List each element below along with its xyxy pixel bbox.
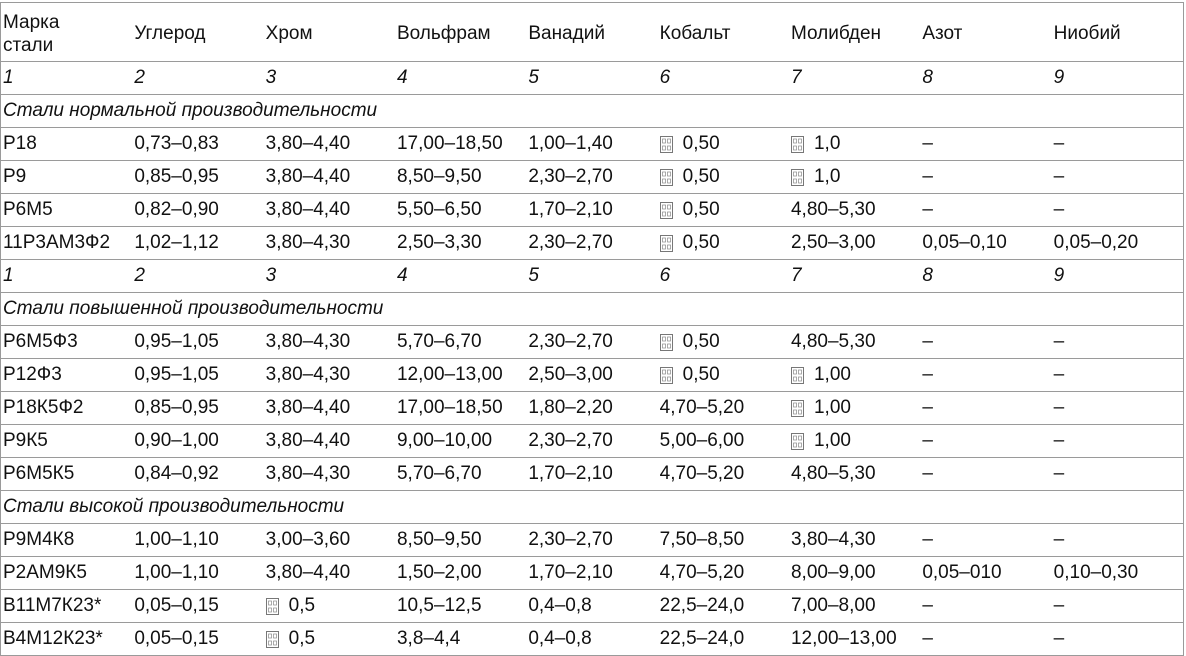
header-grade-label: Марка стали	[3, 12, 60, 56]
cell-tungsten: 9,00–10,00	[396, 430, 493, 451]
cell-chromium	[264, 623, 395, 655]
cell-niobium: –	[1053, 133, 1065, 154]
cell-niobium: –	[1053, 364, 1065, 385]
cell-carbon: 0,82–0,90	[134, 199, 219, 220]
cell-tungsten: 1,50–2,00	[396, 562, 482, 583]
cell-chromium: 3,80–4,40	[265, 562, 351, 583]
cell-vanadium: 1,00–1,40	[528, 133, 613, 154]
cell-grade: Р9М4К8	[3, 529, 75, 550]
table-row	[1, 161, 1183, 194]
column-number-chromium: 3	[265, 265, 277, 286]
cell-value: 0,50	[682, 232, 720, 253]
header-niobium: Ниобий	[1053, 23, 1121, 44]
cell-grade: 11Р3АМ3Ф2	[3, 232, 111, 253]
missing-glyph-icon	[791, 136, 804, 153]
cell-grade: В11М7К23*	[3, 595, 102, 616]
cell-molybdenum: 8,00–9,00	[790, 562, 876, 583]
cell-niobium: –	[1053, 331, 1065, 352]
column-number-carbon: 2	[134, 265, 145, 286]
table-row	[1, 326, 1183, 359]
cell-tungsten: 5,70–6,70	[396, 331, 482, 352]
column-number-row	[1, 260, 1183, 293]
cell-grade: Р6М5К5	[3, 463, 75, 484]
cell-carbon: 1,00–1,10	[134, 562, 219, 583]
missing-glyph-icon	[660, 202, 673, 219]
table-row	[1, 458, 1183, 491]
cell-carbon: 0,05–0,15	[134, 595, 219, 616]
cell-carbon: 0,95–1,05	[134, 364, 219, 385]
cell-niobium: 0,10–0,30	[1053, 562, 1139, 583]
cell-carbon: 0,85–0,95	[134, 166, 219, 187]
table-row	[1, 359, 1183, 392]
cell-nitrogen: –	[922, 628, 933, 649]
cell-grade: Р18	[3, 133, 37, 154]
cell-cobalt: 4,70–5,20	[659, 397, 745, 418]
cell-nitrogen: –	[922, 133, 933, 154]
cell-vanadium: 1,80–2,20	[528, 397, 613, 418]
column-number-tungsten: 4	[396, 265, 408, 286]
cell-nitrogen: –	[922, 397, 933, 418]
cell-niobium: 0,05–0,20	[1053, 232, 1139, 253]
cell-value: 0,5	[288, 595, 316, 616]
cell-molybdenum: 4,80–5,30	[790, 331, 876, 352]
cell-carbon: 0,85–0,95	[134, 397, 219, 418]
cell-molybdenum: 2,50–3,00	[790, 232, 876, 253]
missing-glyph-icon	[791, 433, 804, 450]
missing-glyph-icon	[266, 631, 279, 648]
cell-cobalt: 7,50–8,50	[659, 529, 745, 550]
column-number-cobalt: 6	[659, 265, 671, 286]
column-number-cobalt: 6	[659, 67, 671, 88]
cell-nitrogen: –	[922, 595, 933, 616]
cell-molybdenum: 4,80–5,30	[790, 463, 876, 484]
section-row	[1, 293, 1183, 326]
cell-chromium: 3,80–4,30	[265, 331, 351, 352]
header-grade	[1, 3, 132, 61]
missing-glyph-icon	[660, 334, 673, 351]
section-title: Стали повышенной производительности	[3, 298, 384, 319]
cell-value: 1,0	[813, 166, 841, 187]
cell-cobalt	[658, 194, 789, 226]
cell-niobium: –	[1053, 529, 1065, 550]
cell-nitrogen: –	[922, 430, 933, 451]
cell-cobalt	[658, 359, 789, 391]
cell-value: 1,00	[813, 364, 851, 385]
missing-glyph-icon	[660, 136, 673, 153]
cell-cobalt	[658, 128, 789, 160]
column-number-row	[1, 62, 1183, 95]
cell-vanadium: 2,30–2,70	[528, 529, 613, 550]
column-number-grade: 1	[3, 265, 14, 286]
cell-molybdenum: 12,00–13,00	[790, 628, 897, 649]
cell-tungsten: 17,00–18,50	[396, 397, 503, 418]
column-number-tungsten: 4	[396, 67, 408, 88]
cell-nitrogen: 0,05–0,10	[922, 232, 1007, 253]
cell-chromium: 3,80–4,40	[265, 133, 351, 154]
cell-chromium: 3,80–4,30	[265, 364, 351, 385]
cell-chromium: 3,80–4,40	[265, 397, 351, 418]
cell-vanadium: 0,4–0,8	[528, 628, 592, 649]
column-number-vanadium: 5	[528, 265, 539, 286]
cell-molybdenum: 3,80–4,30	[790, 529, 876, 550]
cell-vanadium: 1,70–2,10	[528, 199, 613, 220]
cell-chromium	[264, 590, 395, 622]
cell-chromium: 3,80–4,30	[265, 232, 351, 253]
cell-carbon: 0,90–1,00	[134, 430, 219, 451]
section-title: Стали нормальной производительности	[3, 100, 378, 121]
cell-vanadium: 2,30–2,70	[528, 331, 613, 352]
cell-molybdenum: 7,00–8,00	[790, 595, 876, 616]
cell-carbon: 0,84–0,92	[134, 463, 219, 484]
cell-value: 1,00	[813, 397, 851, 418]
table-row	[1, 128, 1183, 161]
table-row	[1, 194, 1183, 227]
cell-niobium: –	[1053, 595, 1065, 616]
table-header-row	[1, 3, 1183, 62]
cell-niobium: –	[1053, 166, 1065, 187]
cell-nitrogen: –	[922, 199, 933, 220]
missing-glyph-icon	[660, 367, 673, 384]
cell-carbon: 0,73–0,83	[134, 133, 219, 154]
cell-nitrogen: –	[922, 331, 933, 352]
cell-cobalt: 4,70–5,20	[659, 463, 745, 484]
header-tungsten: Вольфрам	[396, 23, 491, 44]
table-row	[1, 557, 1183, 590]
cell-value: 0,50	[682, 133, 720, 154]
missing-glyph-icon	[791, 169, 804, 186]
cell-cobalt: 5,00–6,00	[659, 430, 745, 451]
cell-tungsten: 5,50–6,50	[396, 199, 482, 220]
cell-vanadium: 1,70–2,10	[528, 463, 613, 484]
table-row	[1, 425, 1183, 458]
cell-tungsten: 12,00–13,00	[396, 364, 503, 385]
cell-nitrogen: 0,05–010	[922, 562, 1002, 583]
cell-grade: Р6М5Ф3	[3, 331, 78, 352]
cell-value: 0,50	[682, 166, 720, 187]
cell-grade: Р18К5Ф2	[3, 397, 84, 418]
cell-chromium: 3,80–4,40	[265, 199, 351, 220]
missing-glyph-icon	[660, 169, 673, 186]
cell-molybdenum	[789, 392, 920, 424]
cell-nitrogen: –	[922, 529, 933, 550]
cell-niobium: –	[1053, 628, 1065, 649]
cell-value: 0,50	[682, 364, 720, 385]
cell-cobalt	[658, 227, 789, 259]
cell-vanadium: 2,30–2,70	[528, 166, 613, 187]
header-vanadium: Ванадий	[528, 23, 605, 44]
cell-tungsten: 3,8–4,4	[396, 628, 461, 649]
cell-chromium: 3,80–4,40	[265, 430, 351, 451]
cell-grade: Р2АМ9К5	[3, 562, 87, 583]
column-number-niobium: 9	[1053, 265, 1065, 286]
cell-value: 0,50	[682, 199, 720, 220]
table-row	[1, 227, 1183, 260]
table-body	[1, 62, 1183, 656]
missing-glyph-icon	[791, 400, 804, 417]
cell-tungsten: 5,70–6,70	[396, 463, 482, 484]
table-row	[1, 623, 1183, 656]
cell-vanadium: 2,50–3,00	[528, 364, 613, 385]
cell-vanadium: 2,30–2,70	[528, 430, 613, 451]
cell-molybdenum	[789, 128, 920, 160]
cell-vanadium: 2,30–2,70	[528, 232, 613, 253]
cell-vanadium: 1,70–2,10	[528, 562, 613, 583]
steel-composition-table	[0, 2, 1184, 656]
column-number-chromium: 3	[265, 67, 277, 88]
column-number-molybdenum: 7	[790, 67, 802, 88]
cell-niobium: –	[1053, 397, 1065, 418]
header-chromium: Хром	[265, 23, 313, 44]
table-row	[1, 392, 1183, 425]
column-number-niobium: 9	[1053, 67, 1065, 88]
cell-niobium: –	[1053, 430, 1065, 451]
cell-carbon: 0,05–0,15	[134, 628, 219, 649]
column-number-grade: 1	[3, 67, 14, 88]
cell-carbon: 1,02–1,12	[134, 232, 219, 253]
column-number-molybdenum: 7	[790, 265, 802, 286]
section-row	[1, 491, 1183, 524]
cell-grade: Р6М5	[3, 199, 53, 220]
table-row	[1, 590, 1183, 623]
column-number-vanadium: 5	[528, 67, 539, 88]
cell-cobalt: 4,70–5,20	[659, 562, 745, 583]
cell-molybdenum	[789, 161, 920, 193]
cell-cobalt	[658, 161, 789, 193]
cell-niobium: –	[1053, 199, 1065, 220]
missing-glyph-icon	[791, 367, 804, 384]
cell-tungsten: 8,50–9,50	[396, 529, 482, 550]
cell-tungsten: 2,50–3,30	[396, 232, 482, 253]
cell-carbon: 0,95–1,05	[134, 331, 219, 352]
cell-chromium: 3,00–3,60	[265, 529, 351, 550]
cell-tungsten: 10,5–12,5	[396, 595, 482, 616]
cell-tungsten: 8,50–9,50	[396, 166, 482, 187]
cell-niobium: –	[1053, 463, 1065, 484]
header-carbon: Углерод	[134, 23, 206, 44]
cell-value: 0,5	[288, 628, 316, 649]
cell-carbon: 1,00–1,10	[134, 529, 219, 550]
cell-grade: Р12Ф3	[3, 364, 62, 385]
cell-nitrogen: –	[922, 166, 933, 187]
cell-grade: Р9К5	[3, 430, 48, 451]
cell-nitrogen: –	[922, 463, 933, 484]
column-number-nitrogen: 8	[922, 265, 933, 286]
cell-molybdenum: 4,80–5,30	[790, 199, 876, 220]
missing-glyph-icon	[660, 235, 673, 252]
cell-molybdenum	[789, 425, 920, 457]
header-cobalt: Кобальт	[659, 23, 731, 44]
column-number-carbon: 2	[134, 67, 145, 88]
cell-value: 0,50	[682, 331, 720, 352]
table-row	[1, 524, 1183, 557]
missing-glyph-icon	[266, 598, 279, 615]
header-molybdenum: Молибден	[790, 23, 882, 44]
cell-value: 1,00	[813, 430, 851, 451]
cell-nitrogen: –	[922, 364, 933, 385]
cell-grade: В4М12К23*	[3, 628, 103, 649]
cell-chromium: 3,80–4,30	[265, 463, 351, 484]
cell-vanadium: 0,4–0,8	[528, 595, 592, 616]
cell-cobalt: 22,5–24,0	[659, 595, 745, 616]
section-title: Стали высокой производительности	[3, 496, 345, 517]
cell-chromium: 3,80–4,40	[265, 166, 351, 187]
header-nitrogen: Азот	[922, 23, 963, 44]
cell-grade: Р9	[3, 166, 27, 187]
cell-cobalt: 22,5–24,0	[659, 628, 745, 649]
cell-value: 1,0	[813, 133, 841, 154]
cell-cobalt	[658, 326, 789, 358]
section-row	[1, 95, 1183, 128]
cell-molybdenum	[789, 359, 920, 391]
column-number-nitrogen: 8	[922, 67, 933, 88]
cell-tungsten: 17,00–18,50	[396, 133, 503, 154]
